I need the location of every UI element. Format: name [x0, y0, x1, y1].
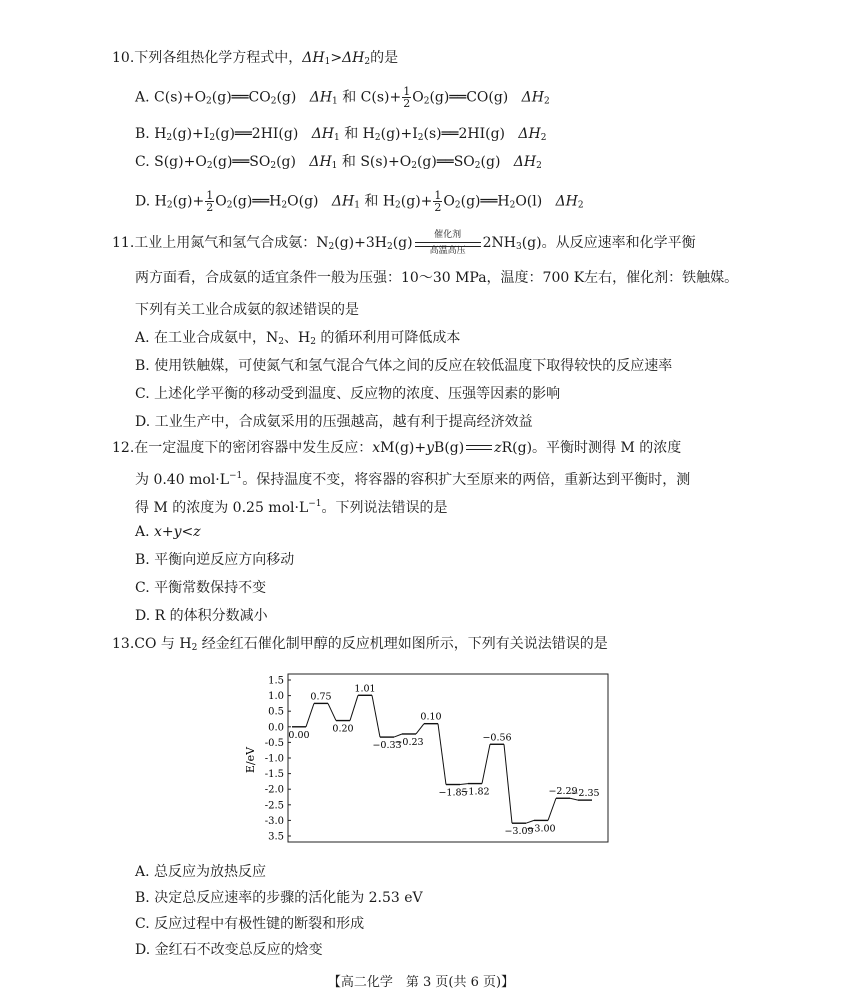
- q12-stem-line2: [135, 466, 690, 490]
- equation-part: (g)══H: [232, 193, 282, 210]
- subscript: 2: [386, 242, 393, 252]
- text: 2NH: [482, 235, 516, 251]
- subscript: 1: [354, 200, 360, 211]
- option-label: C.: [135, 916, 150, 932]
- subscript: 2: [310, 337, 316, 347]
- fraction-num: 1: [434, 189, 442, 202]
- energy-value-label: 0.20: [332, 723, 354, 735]
- subscript: 2: [278, 337, 284, 347]
- equation-part: (g)+: [172, 193, 205, 210]
- q11-stem-line3: 下列有关工业合成氨的叙述错误的是: [135, 302, 359, 318]
- energy-connector: [372, 695, 380, 737]
- energy-value-label: 1.01: [354, 683, 376, 695]
- text: 为 0.40 mol·L: [135, 472, 230, 488]
- option-label: B.: [135, 126, 150, 142]
- q11-number: 11.: [112, 235, 135, 251]
- energy-levels: [292, 695, 592, 823]
- subscript: 2: [577, 200, 584, 211]
- y-tick-label: -3.0: [264, 815, 284, 827]
- subscript: 2: [226, 200, 233, 211]
- q12-option-b: [135, 550, 294, 570]
- energy-value-label: −3.09: [504, 826, 534, 838]
- subscript: 2: [423, 96, 430, 107]
- q11-stem-line1: [112, 230, 696, 257]
- subscript: 1: [332, 96, 338, 107]
- y-tick-label: -2.0: [264, 784, 284, 796]
- option-label: B.: [135, 552, 150, 568]
- subscript: 2: [454, 200, 461, 211]
- fraction-num: 1: [403, 85, 411, 98]
- energy-value-label: −2.29: [548, 786, 578, 798]
- text: (g)+3H: [334, 235, 387, 251]
- chart-frame: [288, 674, 608, 842]
- subscript: 2: [536, 161, 542, 171]
- subscript: 2: [411, 161, 417, 171]
- energy-value-label: −0.33: [372, 740, 402, 752]
- catalyst-label: 催化剂: [434, 230, 462, 240]
- equilibrium-arrow: [466, 444, 492, 452]
- energy-value-label: −0.56: [482, 732, 512, 744]
- q10-option-a: [135, 86, 550, 112]
- y-tick-label: 0.0: [268, 722, 284, 734]
- option-label: C.: [135, 386, 150, 402]
- option-text: 在工业合成氨中，N: [154, 330, 279, 346]
- subscript: 1: [331, 161, 338, 171]
- equation-part: O(g): [287, 193, 319, 210]
- y-tick-label: -0.5: [264, 737, 284, 749]
- subscript: 2: [191, 643, 198, 653]
- equation-part: S(s)+O: [360, 154, 412, 170]
- equation-part: C(s)+: [360, 89, 402, 106]
- energy-connector: [482, 744, 490, 783]
- subscript: 2: [270, 96, 277, 107]
- equation-part: (g)══SO: [212, 154, 271, 170]
- energy-value-label: 0.75: [310, 691, 332, 703]
- subscript: 2: [509, 200, 516, 211]
- q10-stem: [112, 48, 398, 72]
- coef-y: y: [426, 440, 435, 456]
- option-label: A.: [135, 330, 150, 346]
- equation-part: O: [412, 89, 424, 106]
- equation-part: O: [443, 193, 455, 210]
- delta-h: ΔH: [309, 89, 333, 106]
- subscript: 2: [474, 161, 481, 171]
- equation-part: O(l): [515, 193, 543, 210]
- subscript: 2: [206, 161, 213, 171]
- q10-option-d: [135, 190, 584, 216]
- subscript: 1: [334, 133, 340, 143]
- delta-h: ΔH: [518, 126, 541, 142]
- equation-part: H: [362, 126, 375, 142]
- text: (g)。从反应速率和化学平衡: [521, 235, 696, 251]
- equation-part: (g)+I: [172, 126, 210, 142]
- conjunction: 和: [364, 193, 379, 210]
- conjunction: 和: [342, 89, 357, 106]
- y-tick-label: 0.5: [268, 706, 284, 718]
- equation-part: (g)══SO: [416, 154, 475, 170]
- energy-connector: [306, 703, 314, 726]
- equation-part: S(g)+O: [154, 154, 207, 170]
- fraction-den: 2: [403, 97, 411, 110]
- delta-h: ΔH: [309, 154, 332, 170]
- text: R(g)。平衡时测得 M 的浓度: [501, 440, 682, 456]
- option-text: 反应过程中有极性键的断裂和形成: [154, 916, 365, 932]
- option-label: D.: [135, 942, 151, 958]
- text: 经金红石催化制甲醇的反应机理如图所示，下列有关说法错误的是: [201, 636, 608, 652]
- q13-option-c: [135, 914, 364, 934]
- conjunction: 和: [344, 126, 359, 142]
- q13-option-a: [135, 862, 266, 882]
- q10-option-b: [135, 124, 546, 148]
- option-text: 总反应为放热反应: [154, 864, 267, 880]
- energy-connector: [416, 724, 424, 734]
- energy-profile-chart: [240, 664, 620, 846]
- q13-option-b: [135, 888, 423, 908]
- y-tick-label: 3.5: [268, 831, 284, 843]
- option-label: D.: [135, 414, 151, 430]
- energy-value-label: 0.10: [420, 711, 442, 723]
- equation-part: (g)+I: [380, 126, 418, 142]
- equation-part: H: [154, 126, 167, 142]
- option-text: x+y<z: [154, 524, 201, 540]
- text: 。保持温度不变，将容器的容积扩大至原来的两倍，重新达到平衡时，测: [242, 472, 691, 488]
- q11-option-d: [135, 412, 533, 432]
- q13-option-d: [135, 940, 323, 960]
- q12-option-d: [135, 606, 268, 626]
- q10-dh2: ΔH: [342, 50, 365, 66]
- energy-connector: [548, 798, 556, 820]
- option-label: B.: [135, 890, 150, 906]
- energy-value-label: −2.35: [570, 788, 600, 800]
- energy-labels: [288, 683, 599, 837]
- subscript: 2: [374, 133, 381, 143]
- y-tick-label: -1.0: [264, 753, 284, 765]
- energy-value-label: 0.00: [288, 729, 310, 741]
- y-axis-label: E/eV: [244, 746, 257, 774]
- energy-value-label: −1.82: [460, 786, 490, 798]
- delta-h: ΔH: [311, 126, 335, 142]
- delta-h: ΔH: [555, 193, 578, 210]
- text: 得 M 的浓度为 0.25 mol·L: [135, 500, 309, 516]
- equation-part: (g)══CO(g): [429, 89, 509, 106]
- subscript: 2: [395, 200, 401, 211]
- option-text: 金红石不改变总反应的焓变: [154, 942, 323, 958]
- equation-part: (g): [276, 89, 297, 106]
- superscript: −1: [308, 499, 322, 509]
- q10-stem-end: 的是: [370, 50, 399, 66]
- option-label: A.: [135, 524, 150, 540]
- subscript: 2: [281, 200, 288, 211]
- equation-part: (s)══2HI(g): [423, 126, 505, 142]
- y-axis-ticks: [265, 676, 291, 843]
- text: M(g)+: [380, 440, 427, 456]
- option-label: A.: [135, 864, 150, 880]
- equation-part: (g)══CO: [211, 89, 271, 106]
- text: B(g): [434, 440, 465, 456]
- option-text: R 的体积分数减小: [154, 608, 268, 624]
- q11-option-b: [135, 356, 672, 376]
- subscript: 2: [206, 96, 212, 107]
- equation-part: (g): [480, 154, 501, 170]
- q10-dh1: ΔH: [302, 50, 325, 66]
- conjunction: 和: [341, 154, 356, 170]
- equation-part: (g)══H: [460, 193, 510, 210]
- subscript: 2: [270, 161, 277, 171]
- equation-part: (g)══2HI(g): [215, 126, 299, 142]
- q11-option-a: [135, 328, 460, 352]
- delta-h: ΔH: [521, 89, 544, 106]
- q11-option-c: [135, 384, 560, 404]
- q10-sub2: 2: [364, 57, 371, 67]
- coef-x: x: [372, 440, 381, 456]
- subscript: 2: [417, 133, 424, 143]
- option-text: 工业生产中，合成氨采用的压强越高，越有利于提高经济效益: [154, 414, 533, 430]
- option-label: C.: [135, 580, 150, 596]
- q10-sub1: 1: [324, 57, 331, 67]
- q10-stem-text: 下列各组热化学方程式中，: [134, 50, 303, 66]
- fraction-den: 2: [434, 201, 442, 214]
- text: CO 与 H: [134, 636, 192, 652]
- equation-part: (g): [276, 154, 296, 170]
- delta-h: ΔH: [513, 154, 537, 170]
- energy-value-label: −3.00: [526, 823, 556, 835]
- q12-option-a: [135, 522, 201, 542]
- fraction-num: 1: [206, 189, 214, 202]
- energy-connector: [350, 695, 358, 720]
- fraction-half: [402, 86, 411, 109]
- option-text: 平衡向逆反应方向移动: [154, 552, 295, 568]
- option-label: D.: [135, 608, 151, 624]
- q10-gt: >: [330, 50, 343, 66]
- y-tick-label: -1.5: [264, 769, 284, 781]
- subscript: 2: [328, 242, 335, 252]
- subscript: 3: [515, 242, 522, 252]
- option-label: C.: [135, 154, 150, 170]
- condition-label: 高温高压: [429, 246, 466, 256]
- energy-connector: [328, 703, 336, 720]
- option-text: 使用铁触媒，可使氮气和氢气混合气体之间的反应在较低温度下取得较快的反应速率: [154, 358, 673, 374]
- q12-stem-line1: [112, 438, 681, 458]
- catalyst-arrow: [415, 230, 481, 256]
- y-tick-label: 1.5: [268, 675, 284, 687]
- option-text: 上述化学平衡的移动受到温度、反应物的浓度、压强等因素的影响: [154, 386, 561, 402]
- text: 工业上用氮气和氢气合成氨：N: [134, 235, 329, 251]
- q13-number: 13.: [112, 636, 135, 652]
- energy-connector: [438, 724, 446, 785]
- text: (g): [392, 235, 413, 251]
- text: 。下列说法错误的是: [321, 500, 448, 516]
- option-text: 平衡常数保持不变: [154, 580, 267, 596]
- fraction-den: 2: [206, 201, 214, 214]
- option-text: 的循环利用可降低成本: [320, 330, 461, 346]
- text: 在一定温度下的密闭容器中发生反应：: [134, 440, 373, 456]
- equation-part: H: [382, 193, 396, 210]
- q13-stem: [112, 634, 608, 658]
- y-tick-label: -2.5: [264, 800, 284, 812]
- q12-stem-line3: [135, 494, 448, 518]
- energy-value-label: −0.23: [394, 736, 424, 748]
- equation-part: O: [215, 193, 227, 210]
- q12-option-c: [135, 578, 266, 598]
- energy-value-label: −1.85: [438, 787, 468, 799]
- option-text: 、H: [284, 330, 311, 346]
- energy-connectors: [306, 695, 578, 823]
- subscript: 2: [543, 96, 550, 107]
- coef-z: z: [494, 440, 502, 456]
- q10-option-c: [135, 152, 542, 176]
- equation-part: C(s)+O: [154, 89, 207, 106]
- q11-stem-line2: 两方面看，合成氨的适宜条件一般为压强：10～30 MPa，温度：700 K左右，催化剂：铁触媒。: [135, 270, 739, 286]
- equation-part: H: [154, 193, 167, 210]
- equation-part: (g)+: [400, 193, 433, 210]
- q10-number: 10.: [112, 50, 135, 66]
- page-footer: 【高二化学 第 3 页(共 6 页)】: [327, 975, 515, 990]
- subscript: 2: [166, 133, 173, 143]
- delta-h: ΔH: [331, 193, 355, 210]
- q12-number: 12.: [112, 440, 135, 456]
- option-label: D.: [135, 193, 151, 210]
- energy-connector: [504, 744, 512, 823]
- option-label: A.: [135, 89, 150, 106]
- y-tick-label: 1.0: [268, 691, 284, 703]
- superscript: −1: [229, 471, 243, 481]
- fraction-half: [433, 190, 442, 213]
- subscript: 2: [209, 133, 216, 143]
- fraction-half: [205, 190, 214, 213]
- option-label: B.: [135, 358, 150, 374]
- energy-connector: [460, 784, 468, 785]
- subscript: 2: [540, 133, 547, 143]
- option-text: 决定总反应速率的步骤的活化能为 2.53 eV: [154, 890, 423, 906]
- subscript: 2: [166, 200, 173, 211]
